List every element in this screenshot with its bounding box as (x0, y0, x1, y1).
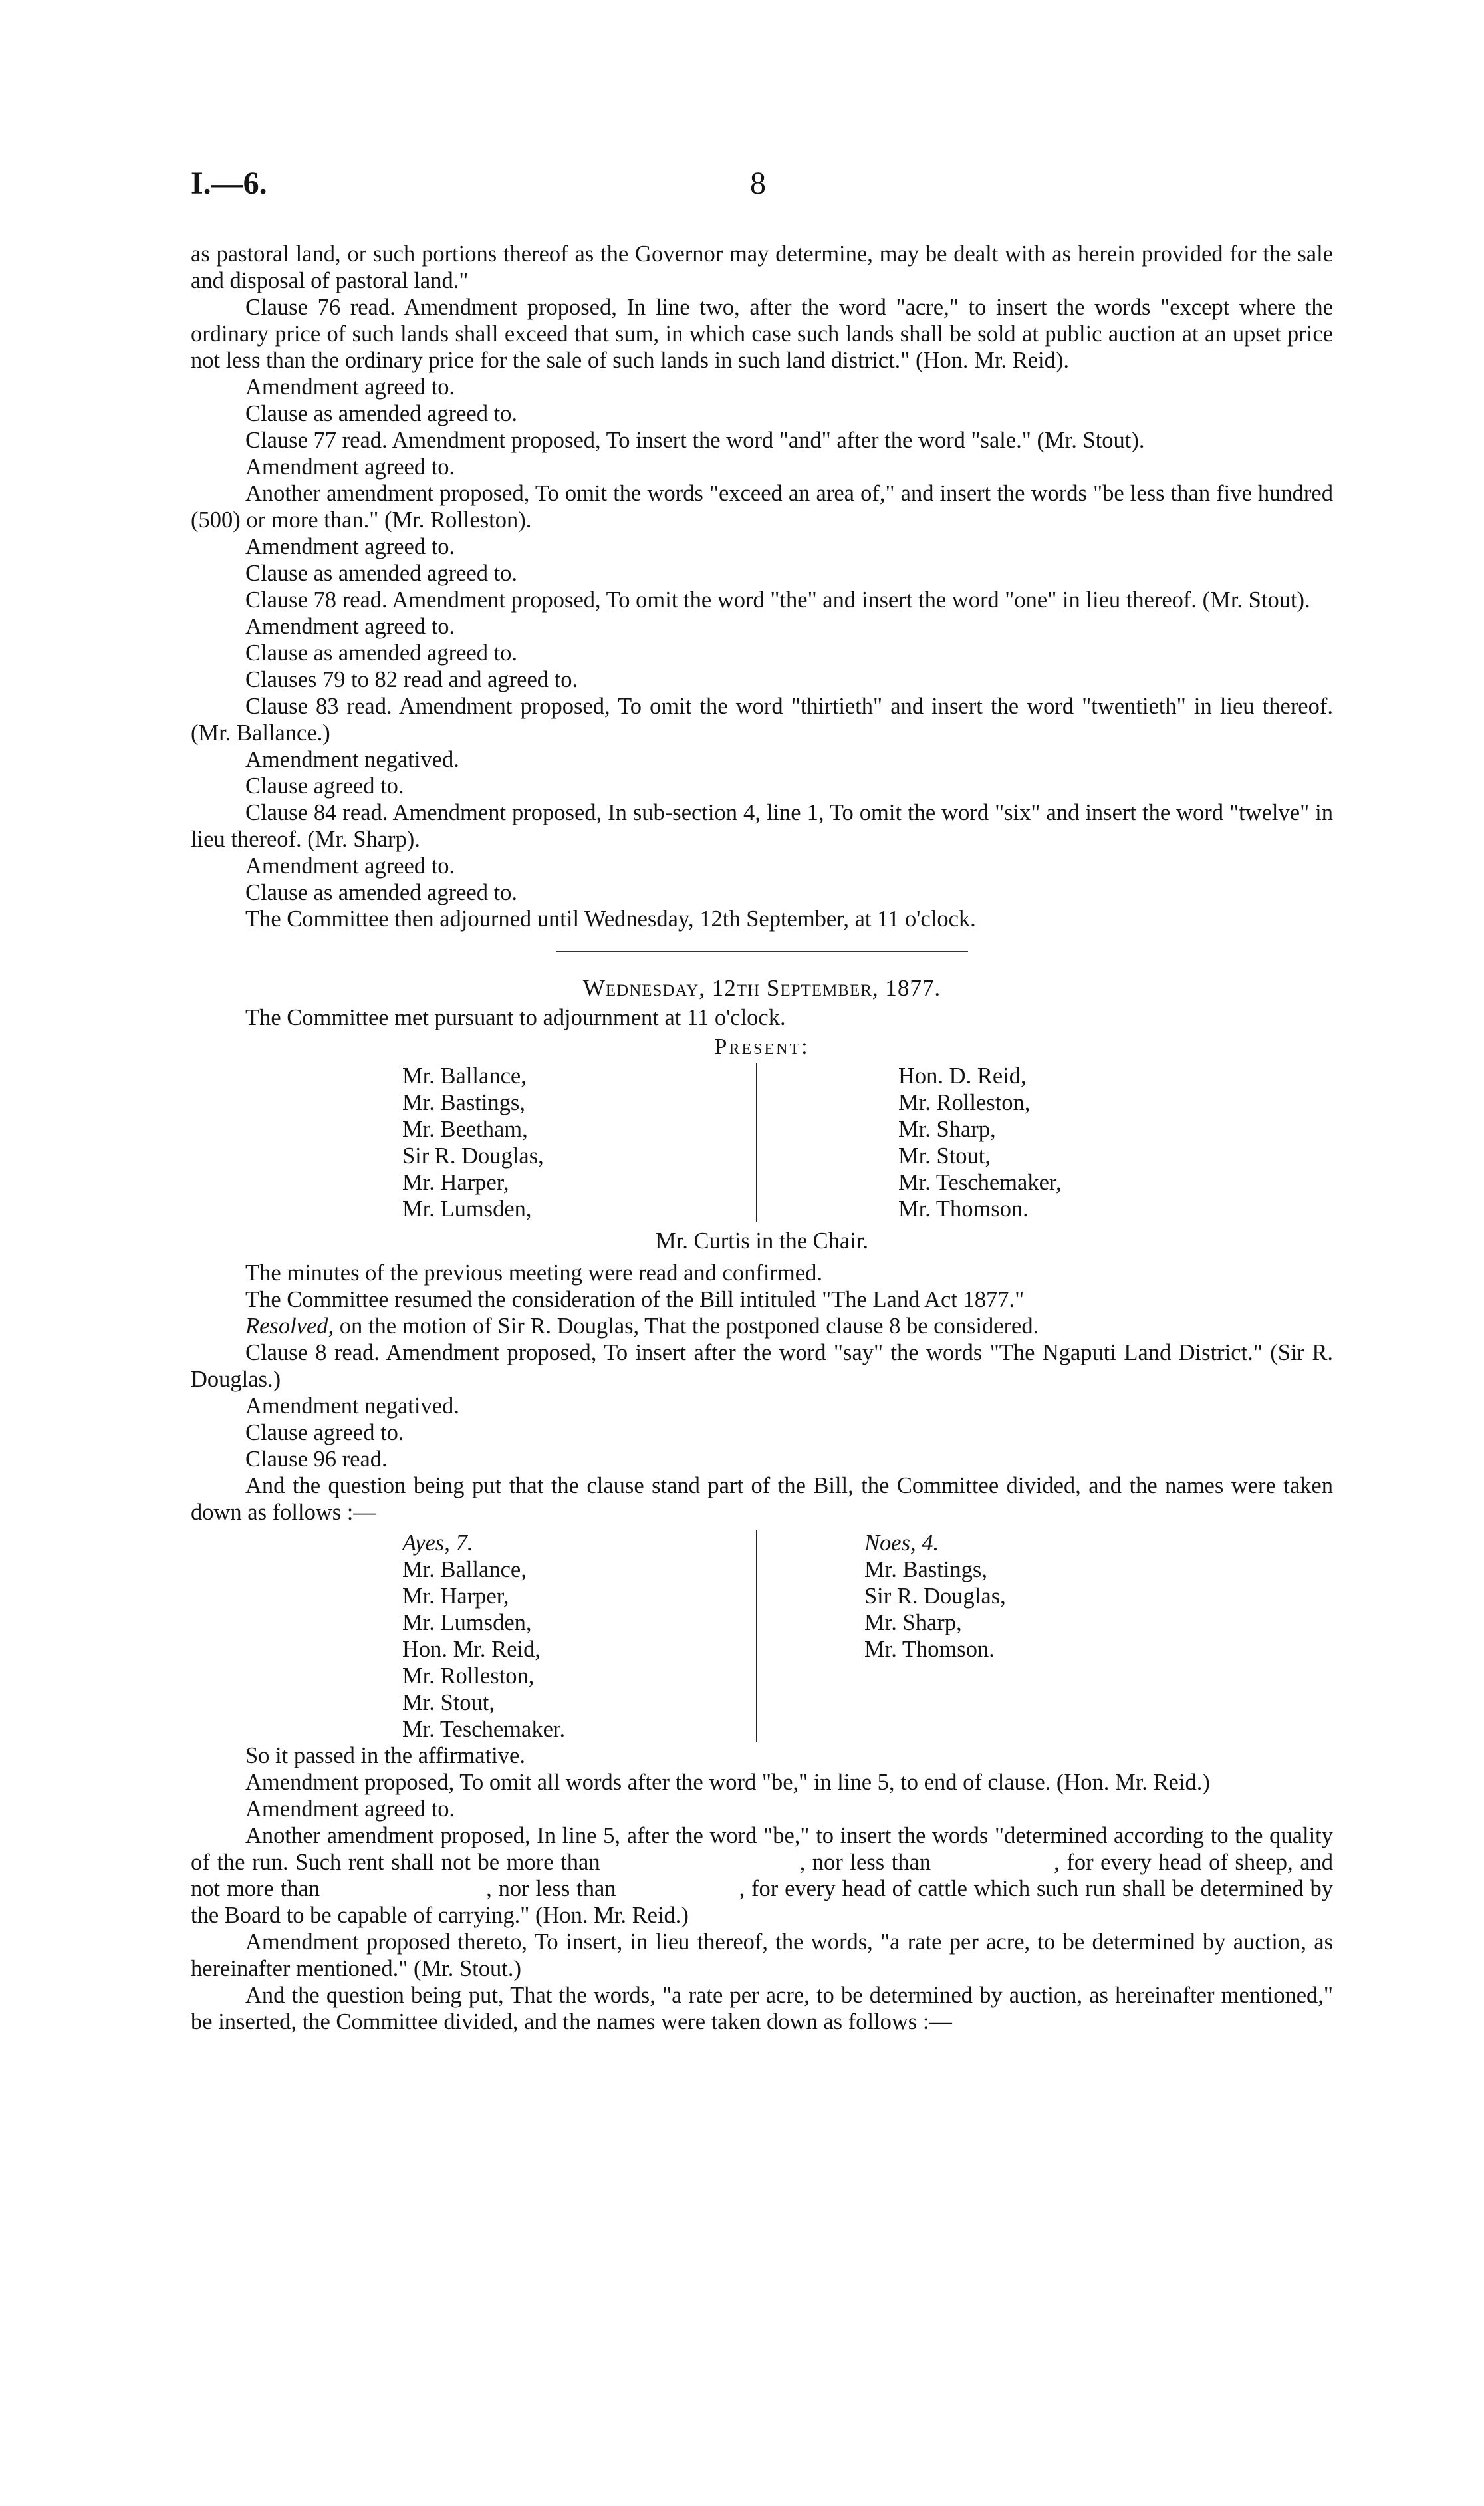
member-name: Hon. Mr. Reid, (402, 1637, 541, 1662)
paragraph: Amendment agreed to. (245, 614, 455, 639)
paragraph: The Committee met pursuant to adjournment at 11 o'clock. (245, 1005, 786, 1030)
paragraph: Clause as amended agreed to. (245, 561, 518, 586)
member-name: Mr. Rolleston, (898, 1090, 1031, 1115)
noes-column (757, 1530, 1006, 1742)
amendment-text: , nor less than (799, 1850, 931, 1875)
paragraph: Clause 84 read. Amendment proposed, In sub-section 4, line 1, To omit the word "six" and insert the word "twelve" in lieu thereof. (Mr. Sharp). (191, 800, 1333, 852)
amendment-with-blanks (191, 1822, 1333, 1929)
paragraph: Amendment proposed thereto, To insert, in lieu thereof, the words, "a rate per acre, to be determined by auction, as hereinafter mentioned." (Mr. Stout.) (191, 1929, 1333, 1981)
paragraph: Clause agreed to. (245, 773, 404, 799)
members-present-left (402, 1063, 757, 1222)
paragraph: Amendment agreed to. (245, 1796, 455, 1822)
paragraph: Amendment agreed to. (245, 374, 455, 400)
paragraph: as pastoral land, or such portions thereof as the Governor may determine, may be dealt with as herein provided for the sale and disposal of pastoral land." (191, 241, 1333, 293)
paragraph: Amendment negatived. (245, 1393, 459, 1419)
page-number: 8 (750, 166, 766, 201)
member-name: Mr. Teschemaker, (898, 1170, 1062, 1195)
paragraph: And the question being put that the clause stand part of the Bill, the Committee divided, and the names were taken down as follows :— (191, 1473, 1333, 1525)
resolution-paragraph (191, 1313, 1333, 1339)
paragraph: Amendment agreed to. (245, 534, 455, 559)
meeting-date-heading: Wednesday, 12th September, 1877. (582, 975, 941, 1001)
member-name: Mr. Bastings, (402, 1090, 525, 1115)
paragraph: Another amendment proposed, To omit the words "exceed an area of," and insert the words "be less than five hundred (500) or more than." (Mr. Rolleston). (191, 481, 1333, 533)
member-name: Mr. Rolleston, (402, 1663, 535, 1689)
ayes-column (402, 1530, 757, 1742)
resolution-text: on the motion of Sir R. Douglas, That the postponed clause 8 be considered. (334, 1314, 1039, 1339)
member-name: Sir R. Douglas, (864, 1584, 1006, 1609)
paragraph: So it passed in the affirmative. (245, 1743, 525, 1768)
member-name: Mr. Ballance, (402, 1557, 527, 1582)
member-name: Mr. Stout, (898, 1143, 991, 1169)
paragraph: The Committee then adjourned until Wednesday, 12th September, at 11 o'clock. (245, 906, 976, 932)
noes-heading: Noes, 4. (864, 1530, 939, 1556)
member-name: Mr. Harper, (402, 1584, 509, 1609)
division-list (191, 1530, 1333, 1742)
paragraph: Clause 76 read. Amendment proposed, In line two, after the word "acre," to insert the words "except where the ordinary price of such lands shall exceed that sum, in which case such lands shall be sold at public auction at an upset price not less than the ordinary price for the sale of such lands in such land district." (Hon. Mr. Reid). (191, 295, 1333, 373)
member-name: Mr. Teschemaker. (402, 1717, 566, 1742)
paragraph: The minutes of the previous meeting were read and confirmed. (245, 1260, 822, 1286)
paragraph: Clause 96 read. (245, 1447, 388, 1472)
document-reference: I.—6. (191, 166, 267, 201)
paragraph: Clause as amended agreed to. (245, 880, 518, 905)
member-name: Mr. Ballance, (402, 1063, 527, 1089)
paragraph: Amendment agreed to. (245, 853, 455, 879)
member-name: Mr. Stout, (402, 1690, 495, 1715)
amendment-text: , nor less than (486, 1876, 616, 1901)
member-name: Mr. Sharp, (898, 1117, 996, 1142)
amendment-text: for every head of cattle which such run shall be determined by the Board to be capable of carrying." (Hon. Mr. Reid.) (191, 1876, 1333, 1928)
member-name: Mr. Thomson. (864, 1637, 995, 1662)
amendment-text: , for every head of sheep, and not more than (191, 1850, 1334, 1901)
paragraph: Amendment negatived. (245, 747, 459, 772)
paragraph: Amendment agreed to. (245, 454, 455, 480)
paragraph: Clause 78 read. Amendment proposed, To omit the word "the" and insert the word "one" in lieu thereof. (Mr. Stout). (245, 587, 1310, 613)
amendment-text: Another amendment proposed, In line 5, after the word "be," to insert the words "determined according to the quality of the run. Such rent shall not be more than (191, 1823, 1333, 1875)
paragraph: Clause as amended agreed to. (245, 640, 518, 666)
paragraph: Clause agreed to. (245, 1420, 404, 1445)
ayes-heading: Ayes, 7. (402, 1530, 473, 1556)
present-heading: Present: (714, 1034, 810, 1059)
member-name: Mr. Bastings, (864, 1557, 987, 1582)
paragraph: Clauses 79 to 82 read and agreed to. (245, 667, 578, 692)
paragraph: Clause 77 read. Amendment proposed, To insert the word "and" after the word "sale." (Mr. Stout). (245, 428, 1145, 453)
member-name: Mr. Thomson. (898, 1196, 1029, 1222)
paragraph: The Committee resumed the consideration of the Bill intituled "The Land Act 1877." (245, 1287, 1025, 1312)
paragraph: Amendment proposed, To omit all words after the word "be," in line 5, to end of clause. (Hon. Mr. Reid.) (245, 1770, 1210, 1795)
member-name: Mr. Beetham, (402, 1117, 528, 1142)
amendment-text: , (739, 1876, 745, 1901)
member-name: Sir R. Douglas, (402, 1143, 544, 1169)
paragraph: Clause 8 read. Amendment proposed, To insert after the word "say" the words "The Ngaputi Land District." (Sir R. Douglas.) (191, 1340, 1333, 1392)
document-body (191, 241, 1333, 2035)
resolved-word: Resolved, (245, 1314, 334, 1339)
member-name: Mr. Sharp, (864, 1610, 962, 1635)
members-present-right (757, 1063, 1062, 1222)
member-name: Hon. D. Reid, (898, 1063, 1027, 1089)
chair-line: Mr. Curtis in the Chair. (655, 1228, 869, 1254)
paragraph: And the question being put, That the words, "a rate per acre, to be determined by auction, as hereinafter mentioned," be inserted, the Committee divided, and the names were taken down as follows :— (191, 1983, 1333, 2034)
paragraph: Clause 83 read. Amendment proposed, To omit the word "thirtieth" and insert the word "twentieth" in lieu thereof. (Mr. Ballance.) (191, 694, 1333, 746)
member-name: Mr. Harper, (402, 1170, 509, 1195)
member-name: Mr. Lumsden, (402, 1196, 532, 1222)
paragraph: Clause as amended agreed to. (245, 401, 518, 426)
section-divider (556, 951, 968, 952)
member-name: Mr. Lumsden, (402, 1610, 532, 1635)
members-present-list (191, 1063, 1333, 1222)
